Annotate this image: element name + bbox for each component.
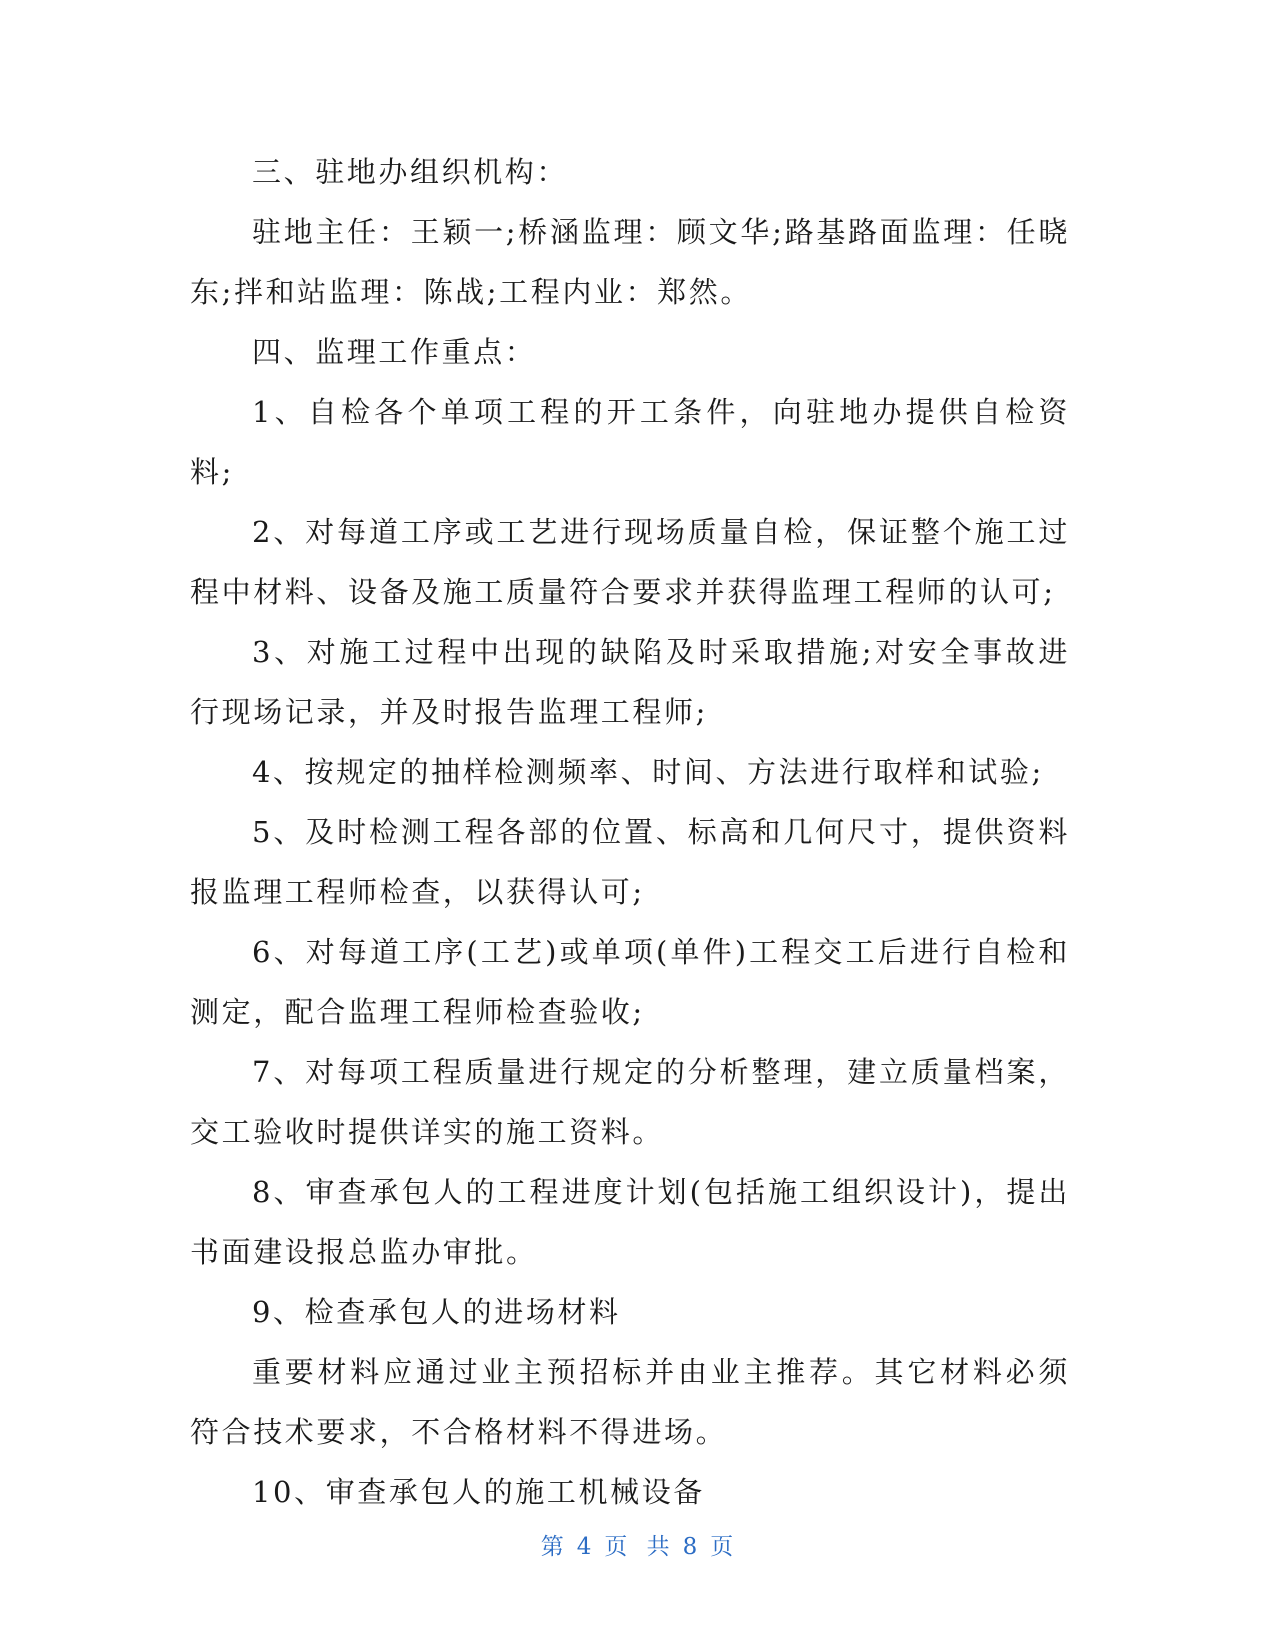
footer-total-pages: 8 xyxy=(682,1534,699,1560)
staff-list-paragraph: 驻地主任：王颖一;桥涵监理：顾文华;路基路面监理：任晓东;拌和站监理：陈战;工程内业：郑然。 xyxy=(190,215,1070,309)
list-item-3: 3、对施工过程中出现的缺陷及时采取措施;对安全事故进行现场记录，并及时报告监理工程师; xyxy=(190,635,1070,729)
footer-mid: 页 共 xyxy=(604,1534,671,1560)
footer-page-number: 4 xyxy=(576,1534,593,1560)
list-item-4: 4、按规定的抽样检测频率、时间、方法进行取样和试验; xyxy=(252,755,1044,789)
list-item-9: 9、检查承包人的进场材料 xyxy=(252,1295,621,1329)
list-item-5: 5、及时检测工程各部的位置、标高和几何尺寸，提供资料报监理工程师检查，以获得认可; xyxy=(190,815,1070,909)
list-item-6: 6、对每道工序(工艺)或单项(单件)工程交工后进行自检和测定，配合监理工程师检查验收; xyxy=(190,935,1070,1029)
list-item-8: 8、审查承包人的工程进度计划(包括施工组织设计)，提出书面建设报总监办审批。 xyxy=(190,1175,1070,1269)
footer-suffix: 页 xyxy=(710,1534,735,1560)
list-item-10: 10、审查承包人的施工机械设备 xyxy=(252,1475,705,1509)
list-item-9-detail: 重要材料应通过业主预招标并由业主推荐。其它材料必须符合技术要求，不合格材料不得进场。 xyxy=(190,1355,1070,1449)
page-footer xyxy=(0,1528,1275,1561)
footer-prefix: 第 xyxy=(540,1534,565,1560)
section-heading-organization: 三、驻地办组织机构： xyxy=(252,155,569,189)
list-item-7: 7、对每项工程质量进行规定的分析整理，建立质量档案，交工验收时提供详实的施工资料。 xyxy=(190,1055,1070,1149)
section-heading-key-points: 四、监理工作重点： xyxy=(252,335,537,369)
document-body xyxy=(190,142,1070,1522)
list-item-1: 1、自检各个单项工程的开工条件，向驻地办提供自检资料; xyxy=(190,395,1070,489)
list-item-2: 2、对每道工序或工艺进行现场质量自检，保证整个施工过程中材料、设备及施工质量符合要求并获得监理工程师的认可; xyxy=(190,515,1070,609)
